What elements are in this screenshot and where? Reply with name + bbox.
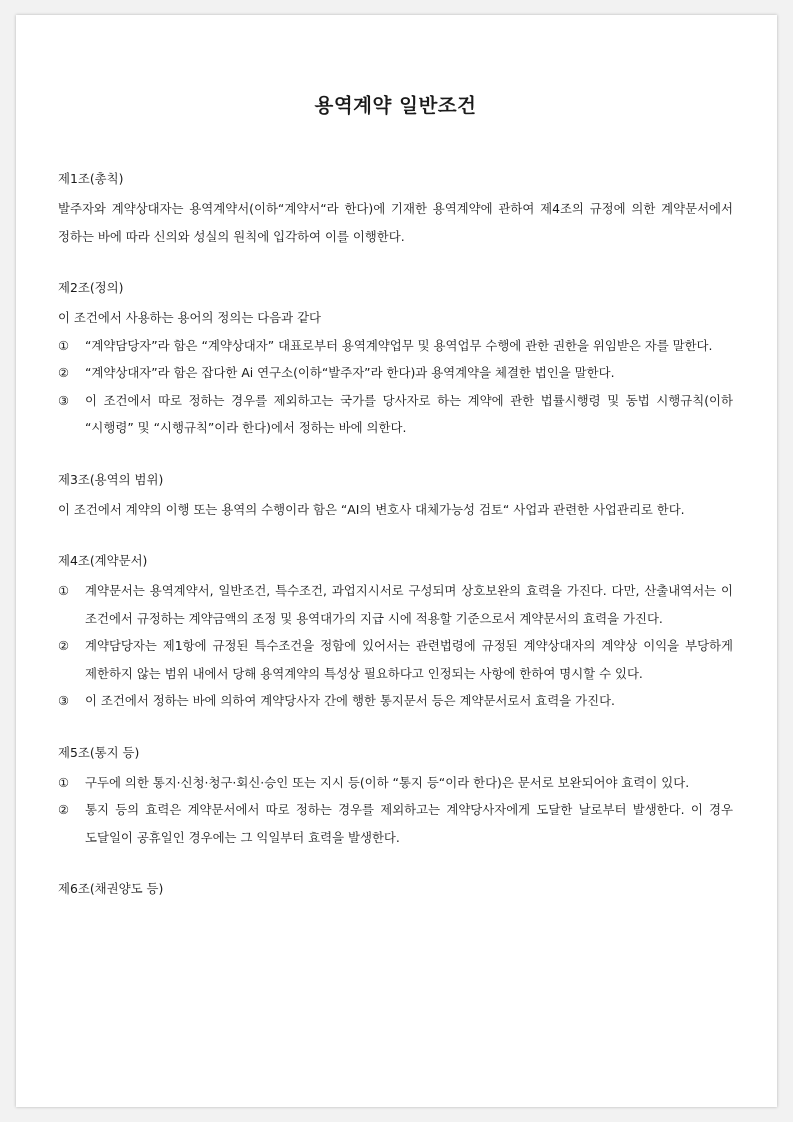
article-heading: 제6조(채권양도 등)	[58, 881, 164, 896]
article-heading: 제4조(계약문서)	[58, 553, 148, 568]
clause-item	[58, 332, 733, 360]
clause-text: “계약담당자”라 함은 “계약상대자” 대표로부터 용역계약업무 및 용역업무 수행에 관한 권한을 위임받은 자를 말한다.	[85, 337, 713, 353]
article-paragraph: 이 조건에서 계약의 이행 또는 용역의 수행이라 함은 “AI의 변호사 대체가능성 검토“ 사업과 관련한 사업관리로 한다.	[58, 501, 685, 517]
clause-number: ②	[58, 802, 70, 817]
article-heading: 제3조(용역의 범위)	[58, 471, 164, 487]
document-page	[16, 15, 777, 1107]
article-heading: 제1조(총칙)	[58, 171, 124, 186]
clause-text: 통지 등의 효력은 계약문서에서 따로 정하는 경우를 제외하고는 계약당사자에게 도달한 날로부터 발생한다. 이 경우 도달일이 공휴일인 경우에는 그 익일부터 효력을 발생한다.	[85, 802, 733, 845]
article-section	[58, 742, 733, 852]
clause-list	[58, 332, 733, 442]
clause-text: 구두에 의한 통지·신청·청구·회신·승인 또는 지시 등(이하 “통지 등“이라 한다)은 문서로 보완되어야 효력이 있다.	[85, 774, 690, 790]
clause-list	[58, 769, 733, 852]
article-paragraph: 발주자와 계약상대자는 용역계약서(이하“계약서“라 한다)에 기재한 용역계약에 관하여 제4조의 규정에 의한 계약문서에서 정하는 바에 따라 신의와 성실의 원칙에 입각하여 이를 이행한다.	[58, 201, 733, 244]
clause-number: ②	[58, 638, 70, 653]
clause-number: ①	[58, 583, 70, 598]
clause-item	[58, 577, 733, 632]
article-section	[58, 277, 733, 442]
clause-number: ③	[58, 693, 70, 708]
clause-item	[58, 769, 733, 797]
clause-item	[58, 687, 733, 715]
clause-number: ①	[58, 337, 70, 353]
clause-item	[58, 632, 733, 687]
clause-item	[58, 359, 733, 387]
article-paragraph: 이 조건에서 사용하는 용어의 정의는 다음과 같다	[58, 310, 322, 325]
article-heading: 제2조(정의)	[58, 280, 124, 295]
clause-list	[58, 577, 733, 715]
clause-number: ③	[58, 392, 70, 408]
clause-text: “계약상대자”라 함은 잡다한 Ai 연구소(이하“발주자”라 한다)과 용역계약을 체결한 법인을 말한다.	[85, 365, 615, 380]
clause-item	[58, 387, 733, 442]
article-section	[58, 550, 733, 715]
clause-item	[58, 796, 733, 851]
article-section	[58, 168, 733, 250]
article-section	[58, 469, 733, 524]
clause-text: 이 조건에서 따로 정하는 경우를 제외하고는 국가를 당사자로 하는 계약에 관한 법률시행령 및 동법 시행규칙(이하 “시행령” 및 “시행규칙”이라 한다)에서 정하는 바에 의한다.	[85, 392, 733, 435]
clause-text: 계약담당자는 제1항에 규정된 특수조건을 정함에 있어서는 관련법령에 규정된 계약상대자의 계약상 이익을 부당하게 제한하지 않는 범위 내에서 당해 용역계약의 특성상 필요하다고 인정되는 사항에 한하여 명시할 수 있다.	[85, 638, 733, 681]
clause-number: ①	[58, 774, 70, 790]
articles-container	[58, 168, 733, 900]
clause-text: 계약문서는 용역계약서, 일반조건, 특수조건, 과업지시서로 구성되며 상호보완의 효력을 가진다. 다만, 산출내역서는 이 조건에서 규정하는 계약금액의 조정 및 용역대가의 지급 시에 적용할 기준으로서 계약문서의 효력을 가진다.	[85, 583, 733, 626]
article-section	[58, 878, 733, 900]
article-heading: 제5조(통지 등)	[58, 744, 140, 760]
clause-number: ②	[58, 365, 70, 380]
clause-text: 이 조건에서 정하는 바에 의하여 계약당사자 간에 행한 통지문서 등은 계약문서로서 효력을 가진다.	[85, 693, 615, 708]
document-title: 용역계약 일반조건	[314, 94, 477, 117]
